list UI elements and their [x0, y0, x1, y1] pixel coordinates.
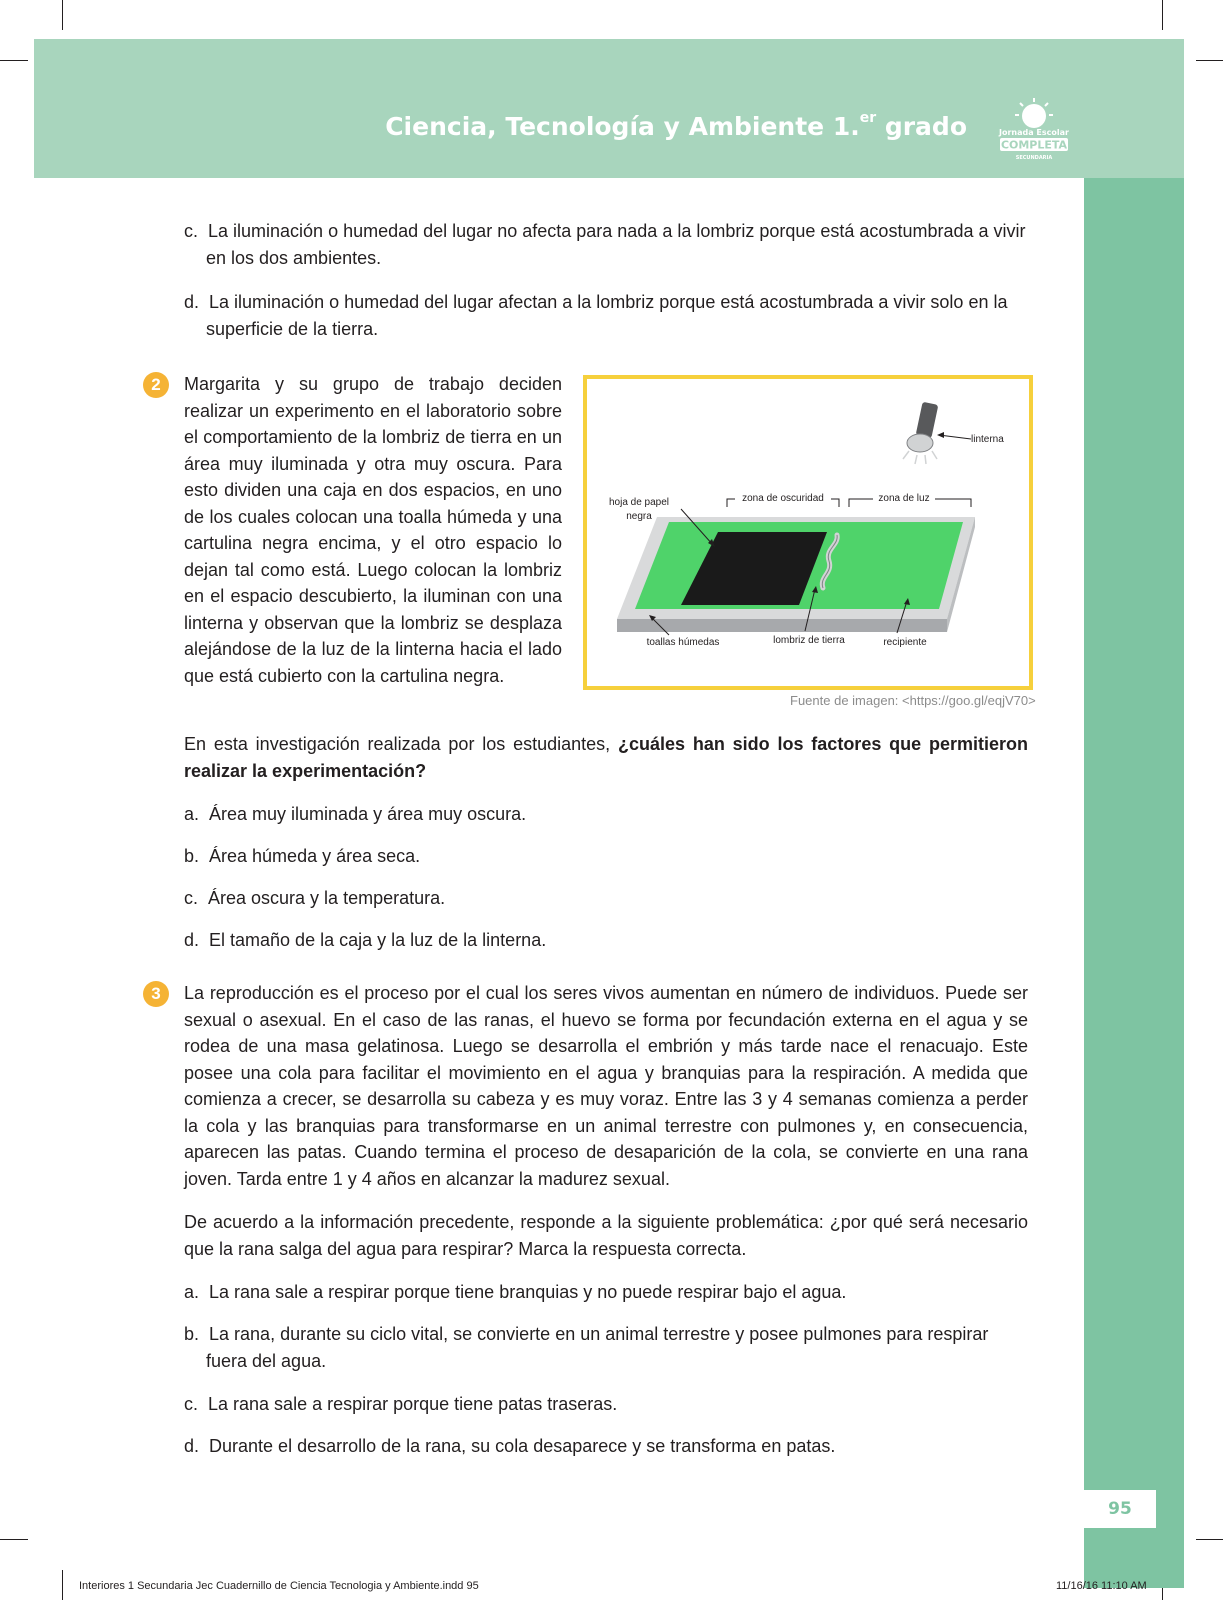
- label-zona-oscuridad: zona de oscuridad: [742, 493, 824, 504]
- label-hoja-1: hoja de papel: [608, 497, 670, 508]
- title-grade: grado: [876, 112, 967, 141]
- crop-mark: [0, 60, 28, 61]
- jornada-escolar-logo: [994, 96, 1074, 162]
- q2-option-a: a. Área muy iluminada y área muy oscura.: [184, 804, 527, 824]
- page-number-box: [1084, 1490, 1156, 1528]
- q2-option-c: c. Área oscura y la temperatura.: [184, 888, 446, 908]
- label-lombriz: lombriz de tierra: [773, 635, 845, 646]
- page-title: [385, 112, 967, 141]
- q3-option-c: c. La rana sale a respirar porque tiene patas traseras.: [184, 1394, 618, 1414]
- crop-mark: [62, 1570, 63, 1600]
- figure-caption: Fuente de imagen: <https://goo.gl/eqjV70>: [790, 693, 1036, 708]
- logo-line3: SECUNDARIA: [1015, 155, 1053, 161]
- question-number-badge: 3: [143, 981, 169, 1007]
- q2-question: [184, 731, 1028, 784]
- q2-option-d: d. El tamaño de la caja y la luz de la linterna.: [184, 930, 547, 950]
- crop-mark: [1162, 0, 1163, 30]
- q2-question-bold: ¿cuáles han sido los factores que permitieron realizar la experimentación?: [184, 734, 1028, 781]
- crop-mark: [0, 1539, 28, 1540]
- q3-option-a: a. La rana sale a respirar porque tiene branquias y no puede respirar bajo el agua.: [184, 1282, 847, 1302]
- question-number-badge: 2: [143, 372, 169, 398]
- footer-file: Interiores 1 Secundaria Jec Cuadernillo de Ciencia Tecnologia y Ambiente.indd 95: [79, 1580, 479, 1592]
- label-recipiente: recipiente: [883, 637, 927, 648]
- label-linterna: linterna: [971, 434, 1004, 445]
- logo-line2: COMPLETA: [1000, 138, 1068, 152]
- page-number: 95: [1108, 1499, 1132, 1519]
- crop-mark: [62, 0, 63, 30]
- flashlight-icon: [903, 402, 938, 464]
- side-band: [1084, 178, 1184, 1588]
- label-hoja-2: negra: [626, 511, 652, 522]
- q2-option-b: b. Área húmeda y área seca.: [184, 846, 421, 866]
- q2-text: Margarita y su grupo de trabajo deciden realizar un experimento en el laboratorio sobre el comportamiento de la lombriz de tierra en un área muy iluminada y otra muy oscura. Para esto dividen una caja en dos espacios, en uno de los cuales colocan una toalla húmeda y una cartulina negra encima, y el otro espacio lo dejan tal como está. Luego colocan la lombriz en el espacio descubierto, la iluminan con una linterna y observan que la lombriz se desplaza alejándose de la luz de la linterna hacia el lado que está cubierto con la cartulina negra.: [184, 374, 562, 686]
- crop-mark: [1196, 1539, 1223, 1540]
- title-text: Ciencia, Tecnología y Ambiente 1.: [385, 112, 860, 141]
- title-superscript: er: [859, 110, 877, 126]
- q3-option-d: d. Durante el desarrollo de la rana, su cola desaparece y se transforma en patas.: [184, 1436, 836, 1456]
- experiment-diagram: [587, 379, 1029, 686]
- q1-option-c: c. La iluminación o humedad del lugar no afecta para nada a la lombriz porque está acostumbrada a vivir en los dos ambientes.: [184, 221, 1026, 268]
- q3-prompt: De acuerdo a la información precedente, responde a la siguiente problemática: ¿por qué será necesario que la rana salga del agua para respirar? Marca la respuesta correcta.: [184, 1212, 1028, 1259]
- footer-date: 11/16/16 11:10 AM: [1056, 1580, 1147, 1592]
- q3-option-b: b. La rana, durante su ciclo vital, se convierte en un animal terrestre y posee pulmones para respirar fuera del agua.: [184, 1324, 989, 1371]
- logo-line1: Jornada Escolar: [999, 128, 1069, 137]
- q3-text: La reproducción es el proceso por el cual los seres vivos aumentan en número de individuos. Puede ser sexual o asexual. En el caso de las ranas, el huevo se forma por fecundación externa en el agua y se rodea de una masa gelatinosa. Luego se desarrolla el embrión y más tarde nace el renacuajo. Este posee una cola para facilitar el movimiento en el agua y branquias para la respiración. A medida que comienza a crecer, se desarrolla su cabeza y es muy voraz. Entre las 3 y 4 semanas comienza a perder la cola y las branquias para transformarse en un animal terrestre con pulmones y, en consecuencia, aparecen las patas. Cuando termina el proceso de desaparición de la cola, se convierte en una rana joven. Tarda entre 1 y 4 años en alcanzar la madurez sexual.: [184, 983, 1028, 1189]
- label-zona-luz: zona de luz: [878, 493, 930, 504]
- q1-option-d: d. La iluminación o humedad del lugar afectan a la lombriz porque está acostumbrada a vivir solo en la superficie de la tierra.: [184, 292, 1008, 339]
- label-toallas: toallas húmedas: [646, 637, 720, 648]
- crop-mark: [1196, 60, 1223, 61]
- q2-question-intro: En esta investigación realizada por los estudiantes,: [184, 734, 618, 754]
- experiment-figure: [583, 375, 1033, 690]
